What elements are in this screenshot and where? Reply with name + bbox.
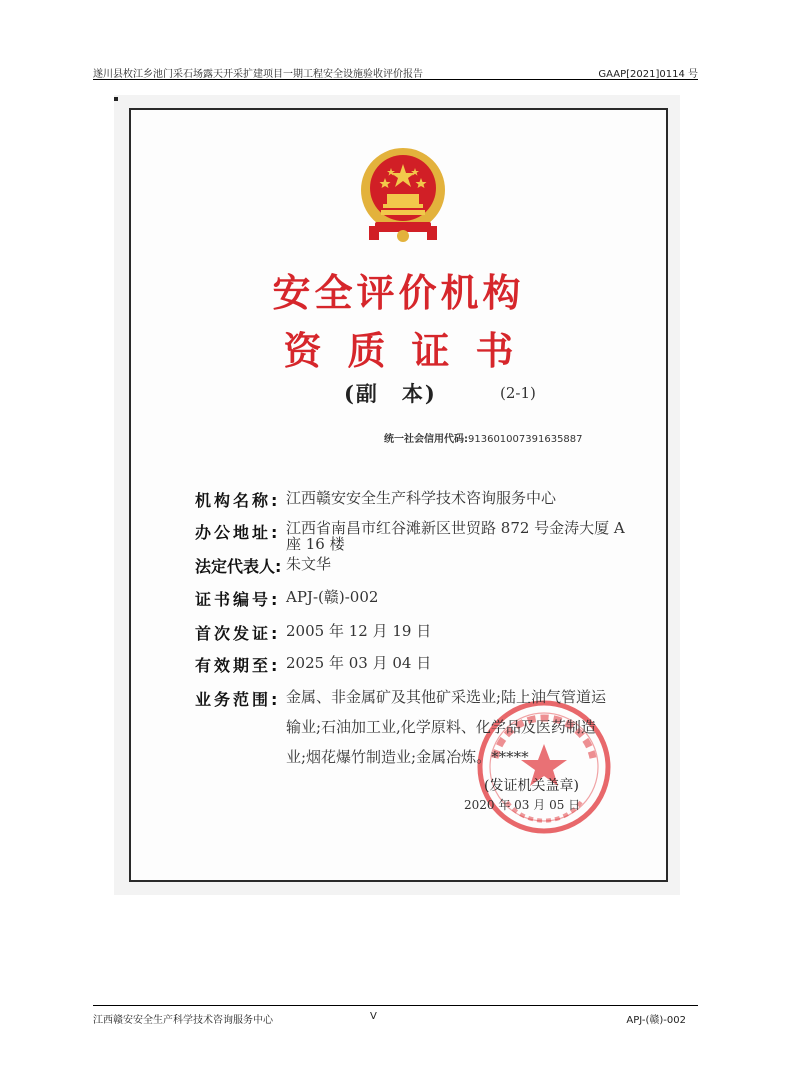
org-name-value: 江西赣安安全生产科学技术咨询服务中心 bbox=[286, 489, 557, 507]
valid-until-value: 2025 年 03 月 04 日 bbox=[286, 654, 432, 672]
header-report-title: 遂川县枚江乡池门采石场露天开采扩建项目一期工程安全设施验收评价报告 bbox=[93, 69, 423, 80]
issue-date: 2020 年 03 月 05 日 bbox=[464, 798, 581, 812]
certificate-frame bbox=[129, 108, 668, 882]
footer-cert-code: APJ-(赣)-002 bbox=[626, 1015, 686, 1026]
scan-mark bbox=[114, 97, 118, 101]
org-name-label: 机构名称: bbox=[195, 491, 281, 510]
header-report-number: GAAP[2021]0114 号 bbox=[598, 69, 698, 80]
credit-code-value: 913601007391635887 bbox=[468, 434, 583, 445]
page-footer bbox=[93, 1005, 698, 1024]
cert-number-label: 证书编号: bbox=[195, 590, 281, 609]
credit-code-label: 统一社会信用代码: bbox=[384, 434, 468, 445]
first-issue-value: 2005 年 12 月 19 日 bbox=[286, 622, 432, 640]
footer-organization: 江西赣安安全生产科学技术咨询服务中心 bbox=[93, 1015, 273, 1026]
legal-rep-value: 朱文华 bbox=[286, 555, 332, 573]
national-emblem-icon bbox=[355, 142, 451, 244]
address-value-line1: 江西省南昌市红谷滩新区世贸路 872 号金涛大厦 A bbox=[286, 519, 625, 537]
valid-until-label: 有效期至: bbox=[195, 656, 281, 675]
volume-label: (2-1) bbox=[500, 384, 536, 402]
scope-value-line2: 输业;石油加工业,化学原料、化学品及医药制造 bbox=[286, 718, 596, 736]
legal-rep-label: 法定代表人: bbox=[195, 557, 282, 576]
scope-value-line1: 金属、非金属矿及其他矿采选业;陆上油气管道运 bbox=[286, 688, 607, 706]
footer-page-number: V bbox=[370, 1011, 377, 1022]
certificate-title-line1: 安全评价机构 bbox=[272, 270, 525, 315]
cert-number-value: APJ-(赣)-002 bbox=[286, 588, 379, 606]
address-value-line2: 座 16 楼 bbox=[286, 535, 345, 553]
copy-label: (副 本) bbox=[344, 381, 437, 406]
page-header bbox=[93, 63, 698, 80]
certificate-title-line2: 资质证书 bbox=[283, 328, 540, 373]
issuer-seal-label: (发证机关盖章) bbox=[484, 778, 579, 794]
first-issue-label: 首次发证: bbox=[195, 624, 281, 643]
scope-value bbox=[286, 682, 646, 772]
credit-code bbox=[384, 430, 583, 445]
address-label: 办公地址: bbox=[195, 523, 281, 542]
scope-value-line3: 业;烟花爆竹制造业;金属冶炼。***** bbox=[286, 748, 529, 766]
scope-label: 业务范围: bbox=[195, 690, 281, 709]
